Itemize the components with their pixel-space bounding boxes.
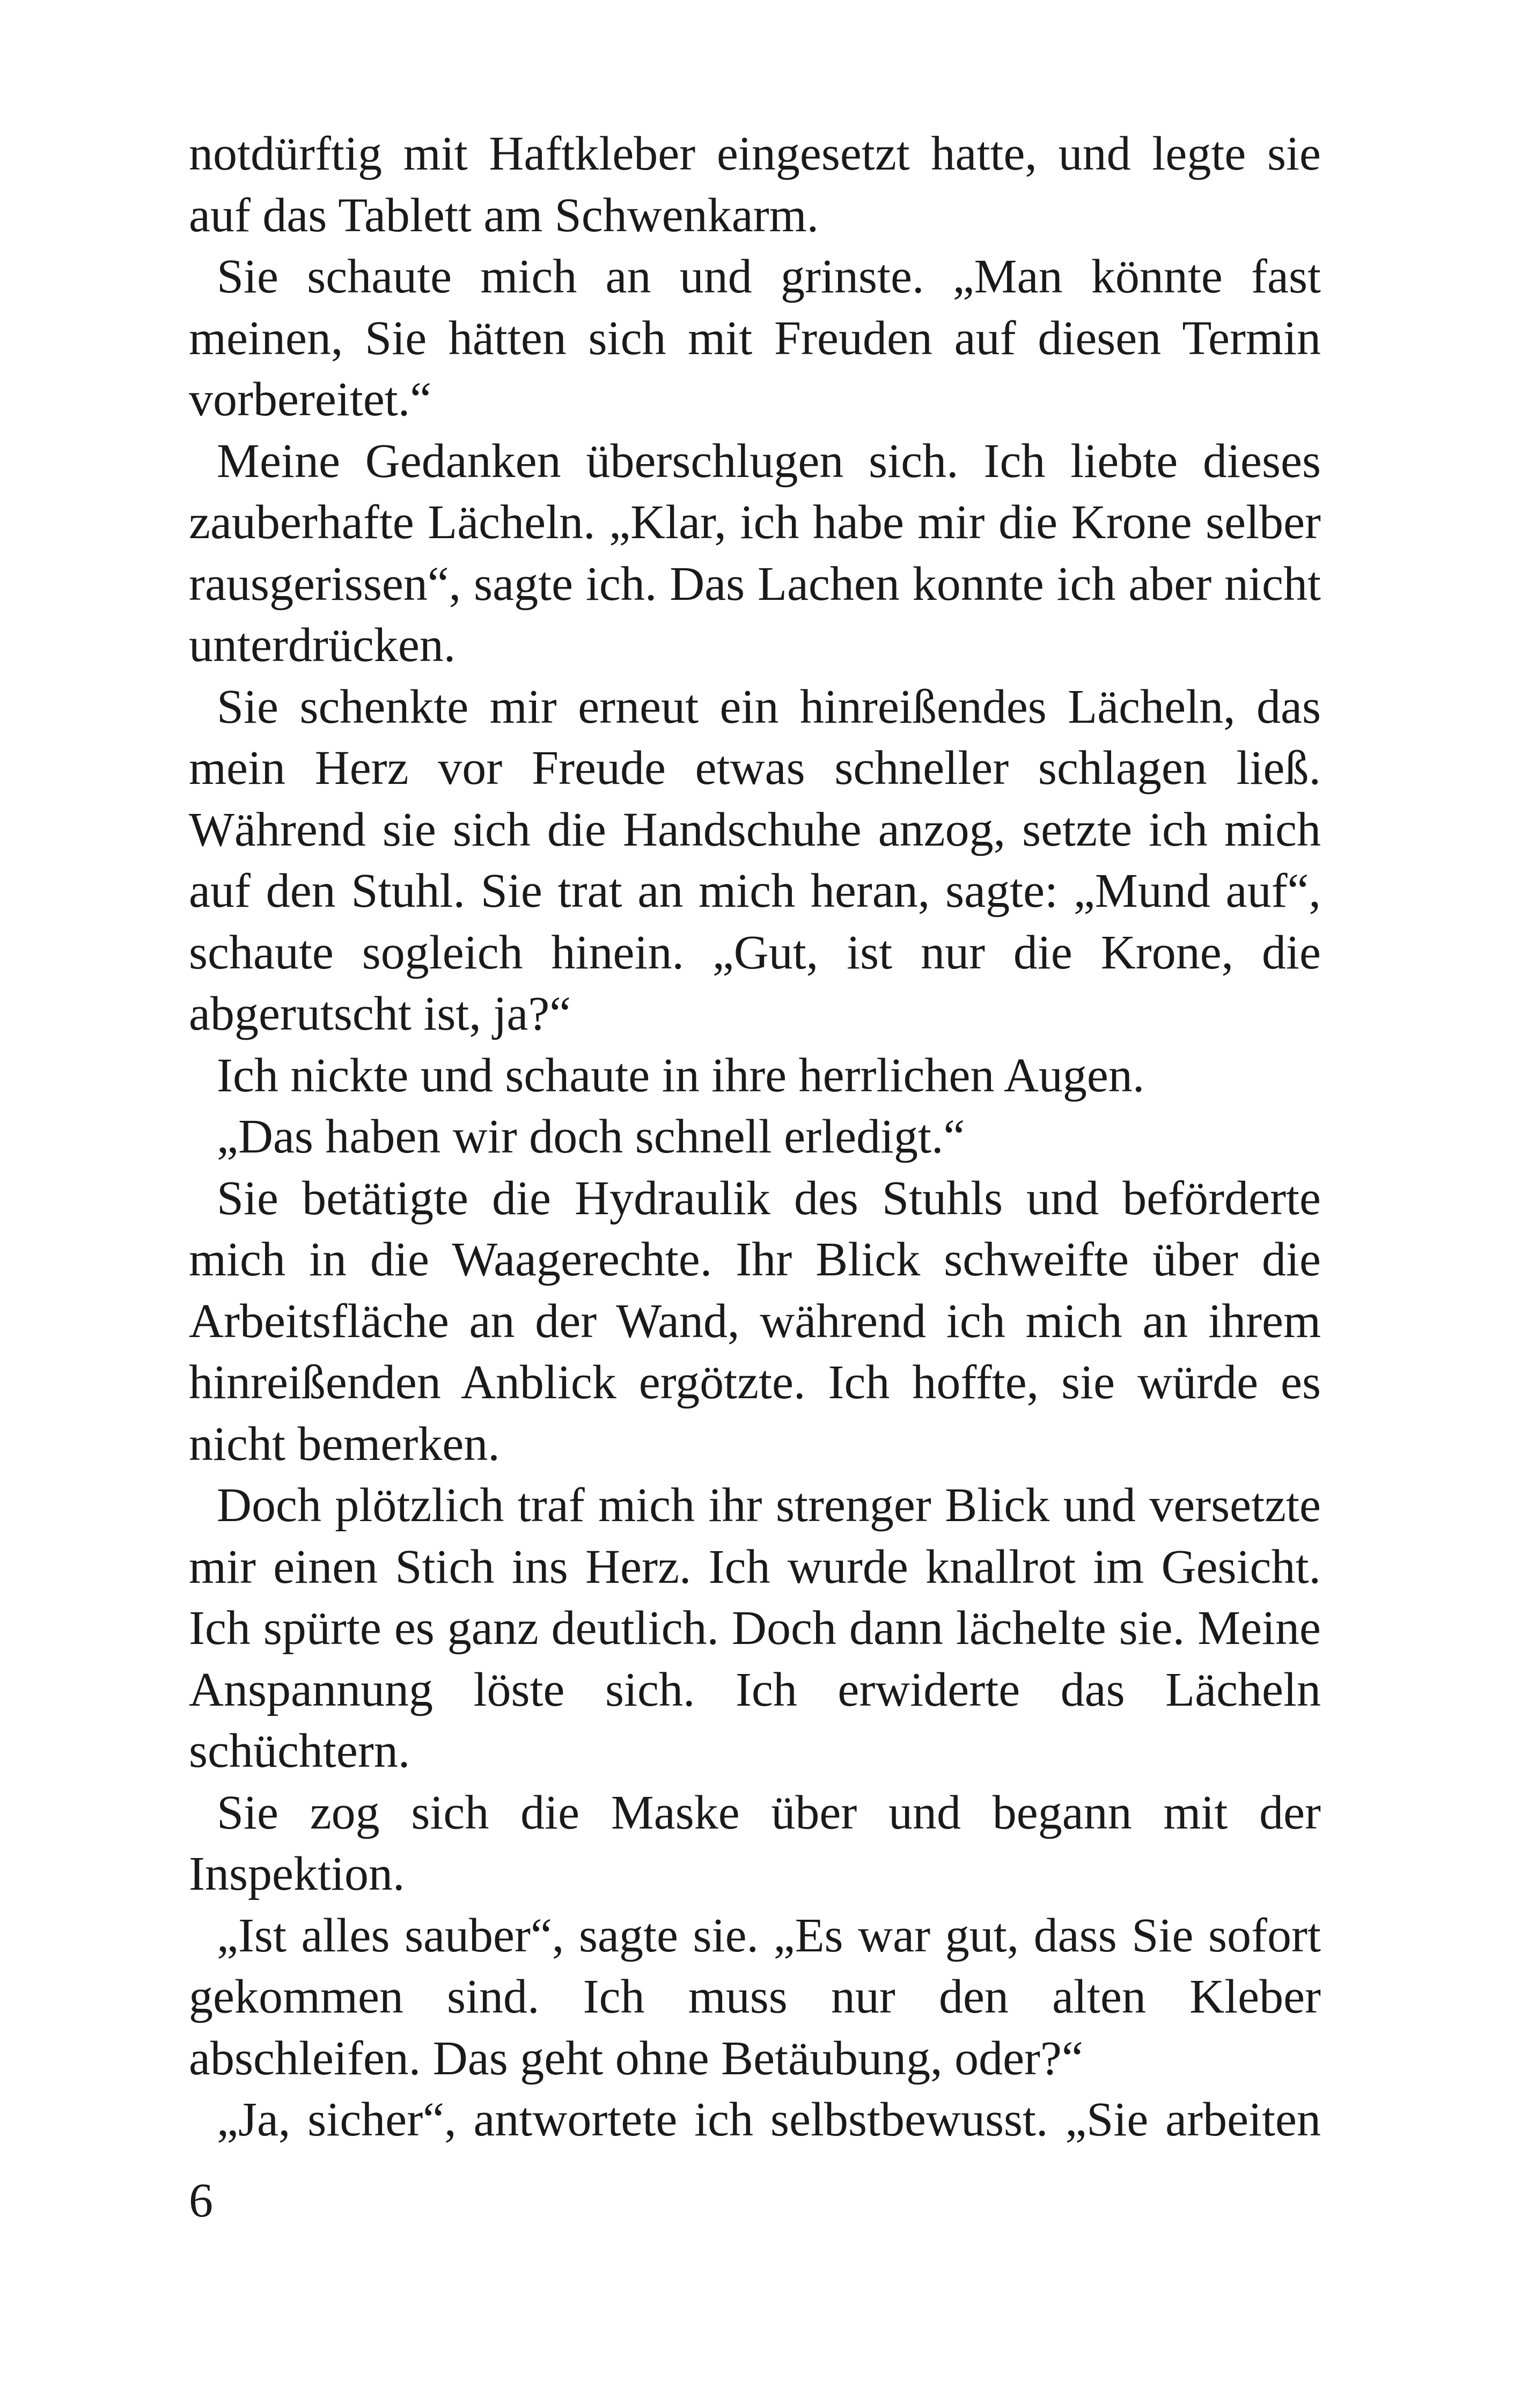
paragraph-3: Meine Gedanken überschlugen sich. Ich liebte dieses zauberhafte Lächeln. „Klar, ich habe mir die Krone selber rausgerissen“, sagte ich. Das Lachen konnte ich aber nicht unterdrücken. xyxy=(189,434,1321,672)
paragraph-10: „Ist alles sauber“, sagte sie. „Es war gut, dass Sie sofort gekommen sind. Ich muss nur den alten Kleber abschleifen. Das geht ohne Betäubung, oder?“ xyxy=(189,1908,1321,2085)
paragraph-11: „Ja, sicher“, antwortete ich selbstbewusst. „Sie arbeiten xyxy=(217,2093,1321,2146)
paragraph-4: Sie schenkte mir erneut ein hinreißendes Lächeln, das mein Herz vor Freude etwas schneller schlagen ließ. Während sie sich die Handschuhe anzog, setzte ich mich auf den Stuhl. Sie trat an mich heran, sagte: „Mund auf“, schaute sogleich hinein. „Gut, ist nur die Krone, die abgerutscht ist, ja?“ xyxy=(189,680,1321,1040)
paragraph-1: notdürftig mit Haftkleber eingesetzt hatte, und legte sie auf das Tablett am Schwenkarm. xyxy=(189,127,1321,242)
paragraph-9: Sie zog sich die Maske über und begann mit der Inspektion. xyxy=(189,1786,1321,1900)
paragraph-7: Sie betätigte die Hydraulik des Stuhls und beförderte mich in die Waagerechte. Ihr Blick schweifte über die Arbeitsfläche an der Wand, während ich mich an ihrem hinreißenden Anblick ergötzte. Ich hoffte, sie würde es nicht bemerken. xyxy=(189,1171,1321,1471)
body-text xyxy=(189,123,1321,2151)
paragraph-5: Ich nickte und schaute in ihre herrlichen Augen. xyxy=(217,1048,1145,1102)
page-number: 6 xyxy=(189,2174,213,2227)
paragraph-6: „Das haben wir doch schnell erledigt.“ xyxy=(217,1110,965,1163)
paragraph-2: Sie schaute mich an und grinste. „Man könnte fast meinen, Sie hätten sich mit Freuden auf diesen Termin vorbereitet.“ xyxy=(189,250,1321,426)
paragraph-8: Doch plötzlich traf mich ihr strenger Blick und versetzte mir einen Stich ins Herz. Ich wurde knallrot im Gesicht. Ich spürte es ganz deutlich. Doch dann lächelte sie. Meine Anspannung löste sich. Ich erwiderte das Lächeln schüchtern. xyxy=(189,1479,1321,1778)
